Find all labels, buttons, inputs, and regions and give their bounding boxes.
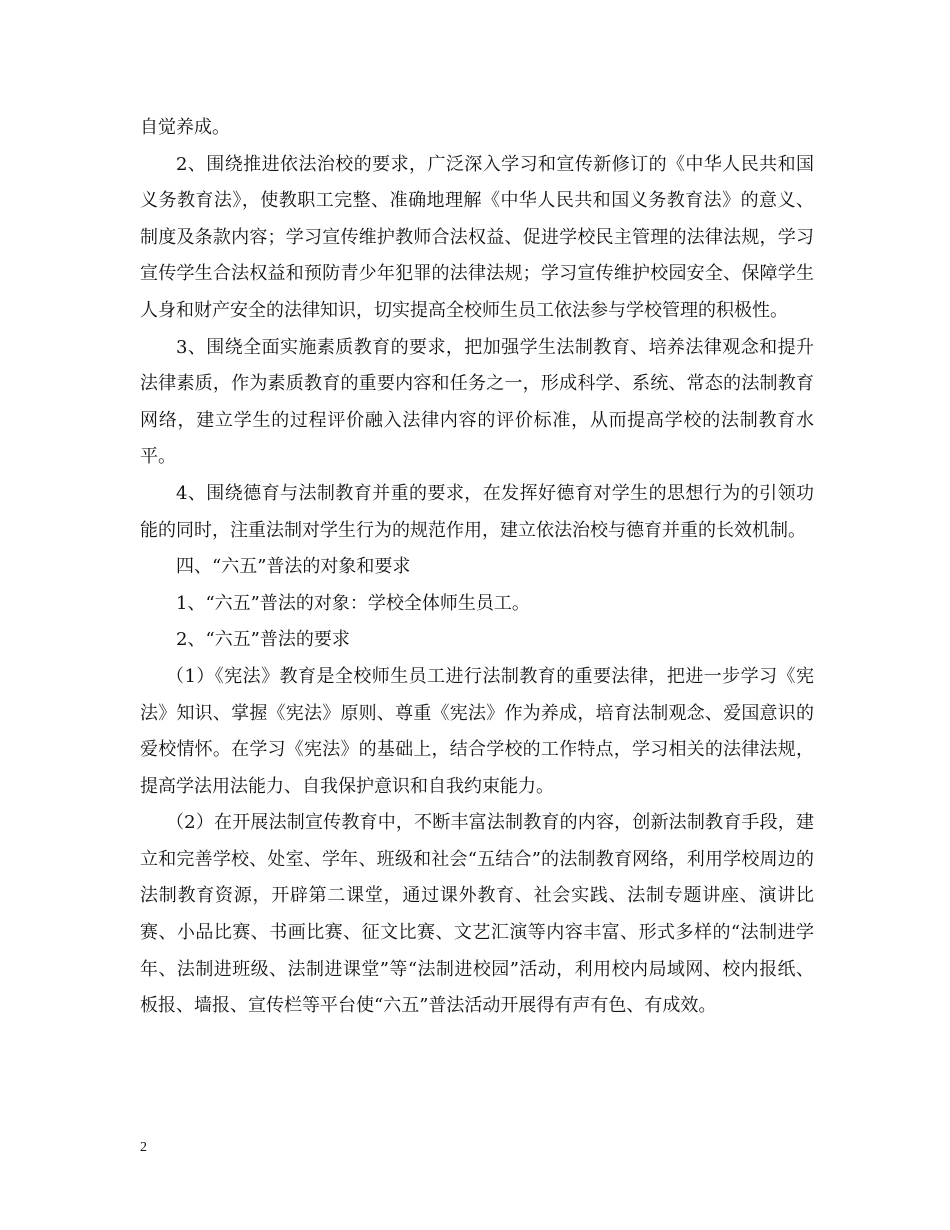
document-body (140, 110, 814, 1025)
paragraph-continuation: 自觉养成。 (140, 117, 230, 138)
paragraph-item-3: 3、围绕全面实施素质教育的要求，把加强学生法制教育、培养法律观念和提升法律素质，作为素质教育的重要内容和任务之一，形成科学、系统、常态的法制教育网络，建立学生的过程评价融入法律内容的评价标准，从而提高学校的法制教育水平。 (140, 336, 814, 468)
paragraph-target: 1、“六五”普法的对象：学校全体师生员工。 (176, 592, 530, 614)
paragraph-item-2: 2、围绕推进依法治校的要求，广泛深入学习和宣传新修订的《中华人民共和国义务教育法》，使教职工完整、准确地理解《中华人民共和国义务教育法》的意义、制度及条款内容；学习宣传维护教师合法权益、促进学校民主管理的法律法规，学习宣传学生合法权益和预防青少年犯罪的法律法规；学习宣传维护校园安全、保障学生人身和财产安全的法律知识，切实提高全校师生员工依法参与学校管理的积极性。 (140, 153, 814, 321)
page-number: 2 (140, 1140, 147, 1155)
section-heading-4: 四、“六五”普法的对象和要求 (176, 556, 411, 578)
paragraph-requirement-2: （2）在开展法制宣传教育中，不断丰富法制教育的内容，创新法制教育手段，建立和完善学校、处室、学年、班级和社会“五结合”的法制教育网络，利用学校周边的法制教育资源，开辟第二课堂，通过课外教育、社会实践、法制专题讲座、演讲比赛、小品比赛、书画比赛、征文比赛、文艺汇演等内容丰富、形式多样的“法制进学年、法制进班级、法制进课堂”等“法制进校园”活动，利用校内局域网、校内报纸、板报、墙报、宣传栏等平台使“六五”普法活动开展得有声有色、有成效。 (140, 812, 814, 1017)
paragraph-item-4: 4、围绕德育与法制教育并重的要求，在发挥好德育对学生的思想行为的引领功能的同时，注重法制对学生行为的规范作用，建立依法治校与德育并重的长效机制。 (140, 482, 814, 541)
paragraph-requirements-heading: 2、“六五”普法的要求 (176, 629, 350, 651)
paragraph-requirement-1: （1）《宪法》教育是全校师生员工进行法制教育的重要法律，把进一步学习《宪法》知识、掌握《宪法》原则、尊重《宪法》作为养成，培育法制观念、爱国意识的爱校情怀。在学习《宪法》的基础上，结合学校的工作特点，学习相关的法律法规，提高学法用法能力、自我保护意识和自我约束能力。 (140, 665, 814, 797)
